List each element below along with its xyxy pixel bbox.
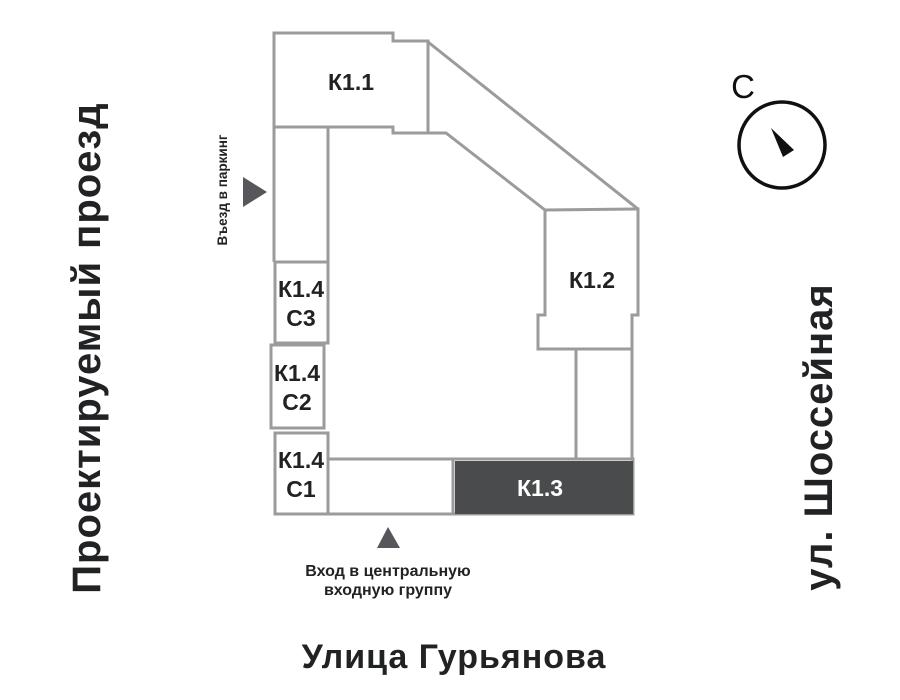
- main-entrance-arrow-icon: [377, 527, 400, 548]
- building-k1-4-c1-label-line2: С1: [286, 476, 316, 502]
- street-label-left: Проектируемый проезд: [65, 102, 109, 594]
- building-k1-4-c2[interactable]: [271, 345, 324, 428]
- compass-north-label: С: [731, 68, 755, 105]
- building-k1-4-c2-label-line1: К1.4: [273, 360, 321, 386]
- building-k1-2-label: К1.2: [568, 267, 616, 293]
- parking-entrance-label: Въезд в паркинг: [215, 134, 230, 246]
- building-k1-3-label: К1.3: [516, 475, 564, 501]
- compass: [731, 68, 825, 188]
- wing-lower-diagonal: [428, 133, 545, 210]
- main-entrance-label-line1: Вход в центральную: [305, 563, 471, 580]
- street-label-right: ул. Шоссейная: [797, 283, 841, 591]
- building-k1-4-c3-label-line2: С3: [286, 305, 316, 331]
- street-label-bottom: Улица Гурьянова: [301, 638, 607, 676]
- building-k1-4-c1-label-line1: К1.4: [277, 447, 325, 473]
- wing-upper-diagonal: [428, 42, 638, 209]
- compass-needle-icon: [771, 128, 794, 157]
- building-k1-4-c2-label-line2: С2: [282, 389, 312, 415]
- main-entrance-label-line2: входную группу: [323, 582, 453, 599]
- parking-entrance-arrow-icon: [243, 177, 267, 207]
- building-k1-4-c3-label-line1: К1.4: [277, 276, 325, 302]
- building-k1-1-label: К1.1: [327, 69, 375, 95]
